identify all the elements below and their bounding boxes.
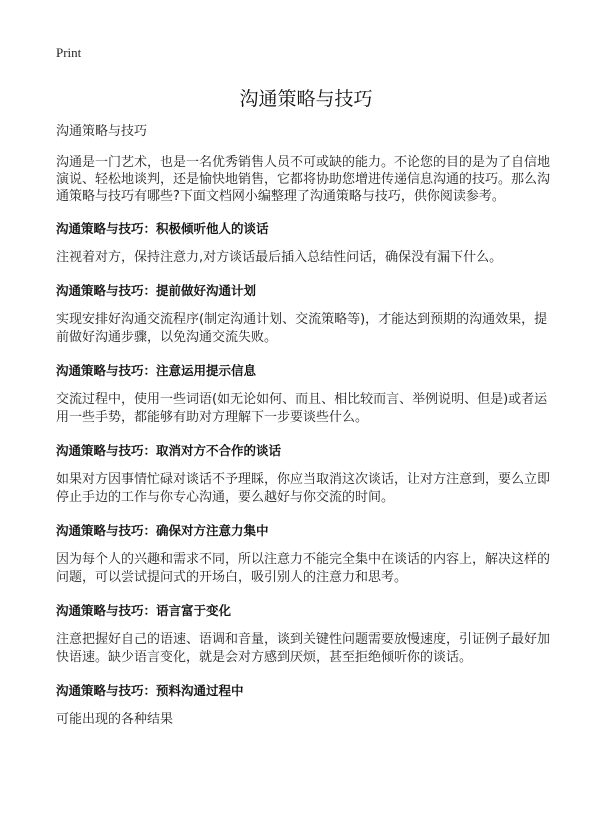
document-title: 沟通策略与技巧 [239, 88, 373, 110]
section-text: 注视着对方，保持注意力,对方谈话最后插入总结性问话，确保没有漏下什么。 [56, 250, 503, 265]
section-4 [56, 442, 556, 507]
section-text: 因为每个人的兴趣和需求不同，所以注意力不能完全集中在谈话的内容上，解决这样的问题，可以尝试提问式的开场白，吸引别人的注意力和思考。 [56, 552, 551, 585]
section-heading: 沟通策略与技巧：语言富于变化 [56, 603, 232, 618]
section-text: 交流过程中，使用一些词语(如无论如何、而且、相比较而言、举例说明、但是)或者运用一些手势，都能够有助对方理解下一步要谈些什么。 [56, 392, 548, 425]
section-heading: 沟通策略与技巧：确保对方注意力集中 [56, 523, 269, 538]
section-5 [56, 522, 556, 587]
section-text: 实现安排好沟通交流程序(制定沟通计划、交流策略等)，才能达到预期的沟通效果，提前做好沟通步骤，以免沟通交流失败。 [56, 312, 548, 345]
section-text: 可能出现的各种结果 [56, 712, 174, 727]
section-1 [56, 220, 556, 267]
section-7 [56, 682, 556, 729]
section-heading: 沟通策略与技巧：提前做好沟通计划 [56, 283, 257, 298]
section-2 [56, 282, 556, 347]
document-page [56, 44, 556, 729]
print-label: Print [56, 45, 82, 60]
section-6 [56, 602, 556, 667]
document-subtitle: 沟通策略与技巧 [56, 124, 148, 139]
intro-paragraph: 沟通是一门艺术，也是一名优秀销售人员不可或缺的能力。不论您的目的是为了自信地演说、轻松地谈判，还是愉快地销售，它都将协助您增进传递信息沟通的技巧。那么沟通策略与技巧有哪些?下面文档网小编整理了沟通策略与技巧，供你阅读参考。 [56, 155, 551, 204]
section-heading: 沟通策略与技巧：取消对方不合作的谈话 [56, 443, 282, 458]
section-text: 如果对方因事情忙碌对谈话不予理睬，你应当取消这次谈话，让对方注意到，要么立即停止手边的工作与你专心沟通，要么越好与你交流的时间。 [56, 472, 551, 505]
section-heading: 沟通策略与技巧：积极倾听他人的谈话 [56, 221, 269, 236]
section-3 [56, 362, 556, 427]
section-heading: 沟通策略与技巧：预料沟通过程中 [56, 683, 244, 698]
section-heading: 沟通策略与技巧：注意运用提示信息 [56, 363, 257, 378]
section-text: 注意把握好自己的语速、语调和音量，谈到关键性问题需要放慢速度，引证例子最好加快语速。缺少语言变化，就是会对方感到厌烦，甚至拒绝倾听你的谈话。 [56, 632, 551, 665]
